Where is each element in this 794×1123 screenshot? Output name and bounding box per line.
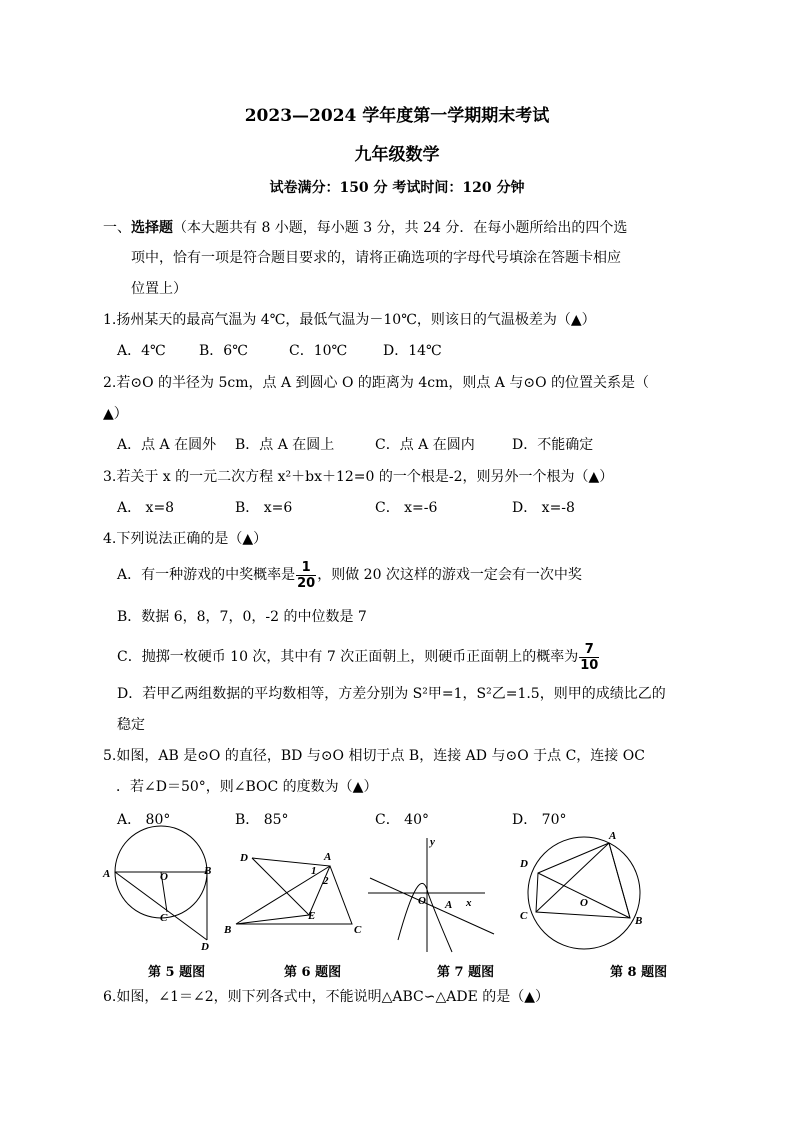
fraction-numerator: 7 xyxy=(579,642,599,658)
exam-subject: 九年级数学 xyxy=(354,145,440,165)
q4-option-a xyxy=(117,558,582,592)
question-5-line-2: ．若∠D＝50°，则∠BOC 的度数为（▲） xyxy=(116,779,378,795)
fraction-numerator: 1 xyxy=(296,560,316,576)
figure-8-caption: 第 8 题图 xyxy=(610,965,668,980)
fig6-label-e: E xyxy=(308,910,316,922)
q5-option-b: B． 85° xyxy=(235,812,289,828)
figure-5-caption: 第 5 题图 xyxy=(148,965,206,980)
fraction-denominator: 10 xyxy=(580,657,599,673)
q3-option-c: C． x=-6 xyxy=(375,500,438,516)
fig8-label-c: C xyxy=(520,910,528,922)
figure-6 xyxy=(236,858,352,924)
figure-8-labels xyxy=(519,830,642,927)
q4-c-fraction xyxy=(579,642,599,673)
question-6: 6.如图，∠1＝∠2，则下列各式中，不能说明△ABC∽△ADE 的是（▲） xyxy=(103,989,550,1005)
section-title: 选择题 xyxy=(131,220,173,236)
question-4: 4.下列说法正确的是（▲） xyxy=(103,531,268,547)
fig6-label-b: B xyxy=(224,924,232,936)
fig5-label-a: A xyxy=(103,868,111,880)
question-1: 1.扬州某天的最高气温为 4℃，最低气温为－10℃，则该日的气温极差为（▲） xyxy=(103,312,596,328)
q3-option-a: A． x=8 xyxy=(117,500,175,516)
section-intro-3: 位置上） xyxy=(131,281,187,297)
section-intro-1: （本大题共有 8 小题，每小题 3 分，共 24 分．在每小题所给出的四个选 xyxy=(173,220,628,236)
q1-option-a: A．4℃ xyxy=(117,343,166,359)
fig7-label-y: y xyxy=(430,836,435,848)
q4-option-d-line-1: D．若甲乙两组数据的平均数相等，方差分别为 S²甲=1，S²乙=1.5，则甲的成绩比乙的 xyxy=(117,686,666,702)
fig7-label-o: O xyxy=(418,895,426,907)
exam-info: 试卷满分：150 分 考试时间：120 分钟 xyxy=(269,180,525,196)
exam-title: 2023—2024 学年度第一学期期末考试 xyxy=(244,106,550,126)
fig6-label-2: 2 xyxy=(323,875,329,887)
q1-option-b: B．6℃ xyxy=(199,343,248,359)
question-2-line-1: 2.若⊙O 的半径为 5cm，点 A 到圆心 O 的距离为 4cm，则点 A 与⊙O 的位置关系是（ xyxy=(103,375,650,391)
q1-option-d: D．14℃ xyxy=(383,343,442,359)
q2-option-a: A．点 A 在圆外 xyxy=(117,437,217,453)
section-number: 一、 xyxy=(103,220,131,236)
fig7-label-a: A xyxy=(445,899,453,911)
fig7-label-x: x xyxy=(466,897,472,909)
figure-7 xyxy=(368,838,494,952)
fig8-label-a: A xyxy=(609,830,617,842)
q2-option-b: B．点 A 在圆上 xyxy=(235,437,335,453)
fig6-label-a: A xyxy=(324,851,332,863)
fig5-label-o: O xyxy=(160,871,168,883)
question-3: 3.若关于 x 的一元二次方程 x²＋bx＋12=0 的一个根是-2，则另外一个根为（▲） xyxy=(103,469,614,485)
figure-8 xyxy=(528,837,643,949)
figure-7-labels xyxy=(418,836,472,911)
figure-7-caption: 第 7 题图 xyxy=(437,965,495,980)
figure-6-labels xyxy=(223,851,362,936)
q5-option-d: D． 70° xyxy=(512,812,567,828)
figure-5-labels xyxy=(102,865,211,953)
q1-option-c: C．10℃ xyxy=(289,343,348,359)
fig5-label-b: B xyxy=(204,865,212,877)
q4-a-text-before: A．有一种游戏的中奖概率是 xyxy=(117,567,296,583)
fig8-label-b: B xyxy=(635,915,643,927)
fig6-label-d: D xyxy=(240,852,248,864)
q4-c-text: C．抛掷一枚硬币 10 次，其中有 7 次正面朝上，则硬币正面朝上的概率为 xyxy=(117,649,579,665)
fig6-label-1: 1 xyxy=(311,865,317,877)
fig6-label-c: C xyxy=(354,924,362,936)
fig5-label-d: D xyxy=(201,941,209,953)
q5-option-a: A． 80° xyxy=(117,812,171,828)
q3-option-b: B． x=6 xyxy=(235,500,293,516)
fig8-label-d: D xyxy=(520,858,528,870)
fig8-label-o: O xyxy=(580,897,588,909)
q4-a-text-after: ，则做 20 次这样的游戏一定会有一次中奖 xyxy=(317,567,582,583)
q4-option-b: B．数据 6，8，7，0，-2 的中位数是 7 xyxy=(117,609,367,625)
section-intro-2: 项中，恰有一项是符合题目要求的，请将正确选项的字母代号填涂在答题卡相应 xyxy=(131,250,621,266)
q5-option-c: C． 40° xyxy=(375,812,429,828)
q2-option-d: D．不能确定 xyxy=(512,437,594,453)
fig5-label-c: C xyxy=(160,912,168,924)
figure-5 xyxy=(115,826,207,940)
q3-option-d: D． x=-8 xyxy=(512,500,575,516)
q4-option-c xyxy=(117,640,600,674)
section-heading xyxy=(103,218,627,238)
question-5-line-1: 5.如图，AB 是⊙O 的直径，BD 与⊙O 相切于点 B，连接 AD 与⊙O 于点 C，连接 OC xyxy=(103,748,645,764)
fraction-denominator: 20 xyxy=(297,575,316,591)
q4-option-d-line-2: 稳定 xyxy=(117,717,145,733)
q2-option-c: C．点 A 在圆内 xyxy=(375,437,475,453)
q4-a-fraction xyxy=(296,560,316,591)
question-2-line-2: ▲） xyxy=(103,406,128,422)
figure-6-caption: 第 6 题图 xyxy=(284,965,342,980)
